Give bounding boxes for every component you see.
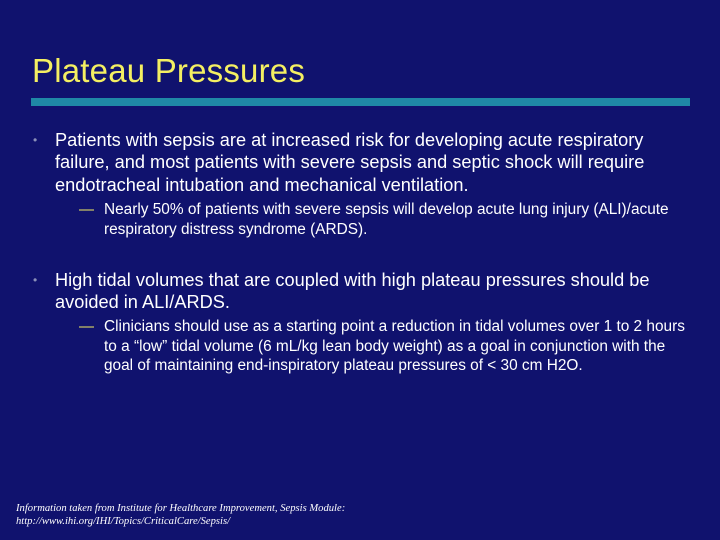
slide-title: Plateau Pressures: [32, 52, 306, 89]
sub-bullet-1: [79, 200, 691, 239]
sub-bullet-dash-icon: —: [79, 201, 94, 218]
source-footnote: [16, 502, 436, 529]
bullet-1-text: Patients with sepsis are at increased risk for developing acute respiratory failure, and most patients with severe sepsis and septic shock will require endotracheal intubation and mechanical ventilation.: [55, 130, 645, 195]
sub-bullet-2-text: Clinicians should use as a starting point a reduction in tidal volumes over 1 to 2 hours to a “low” tidal volume (6 mL/kg lean body weight) as a goal in conjunction with the goal of maintaining end-inspiratory plateau pressures of < 30 cm H2O.: [104, 318, 685, 375]
footnote-url: http://www.ihi.org/IHI/Topics/CriticalCare/Sepsis/: [16, 516, 231, 528]
bullet-dot-icon: •: [33, 133, 38, 147]
title-divider: [31, 98, 690, 106]
bullet-2-text: High tidal volumes that are coupled with high plateau pressures should be avoided in ALI/ARDS.: [55, 270, 650, 313]
bullet-dot-icon: •: [33, 273, 38, 287]
footnote-line-1: Information taken from Institute for Healthcare Improvement, Sepsis Module:: [16, 503, 346, 514]
sub-bullet-1-text: Nearly 50% of patients with severe sepsis will develop acute lung injury (ALI)/acute respiratory distress syndrome (ARDS).: [104, 201, 669, 238]
bullet-1: [33, 129, 693, 196]
bullet-2: [33, 269, 693, 314]
sub-bullet-dash-icon: —: [79, 318, 94, 335]
sub-bullet-2: [79, 317, 691, 376]
